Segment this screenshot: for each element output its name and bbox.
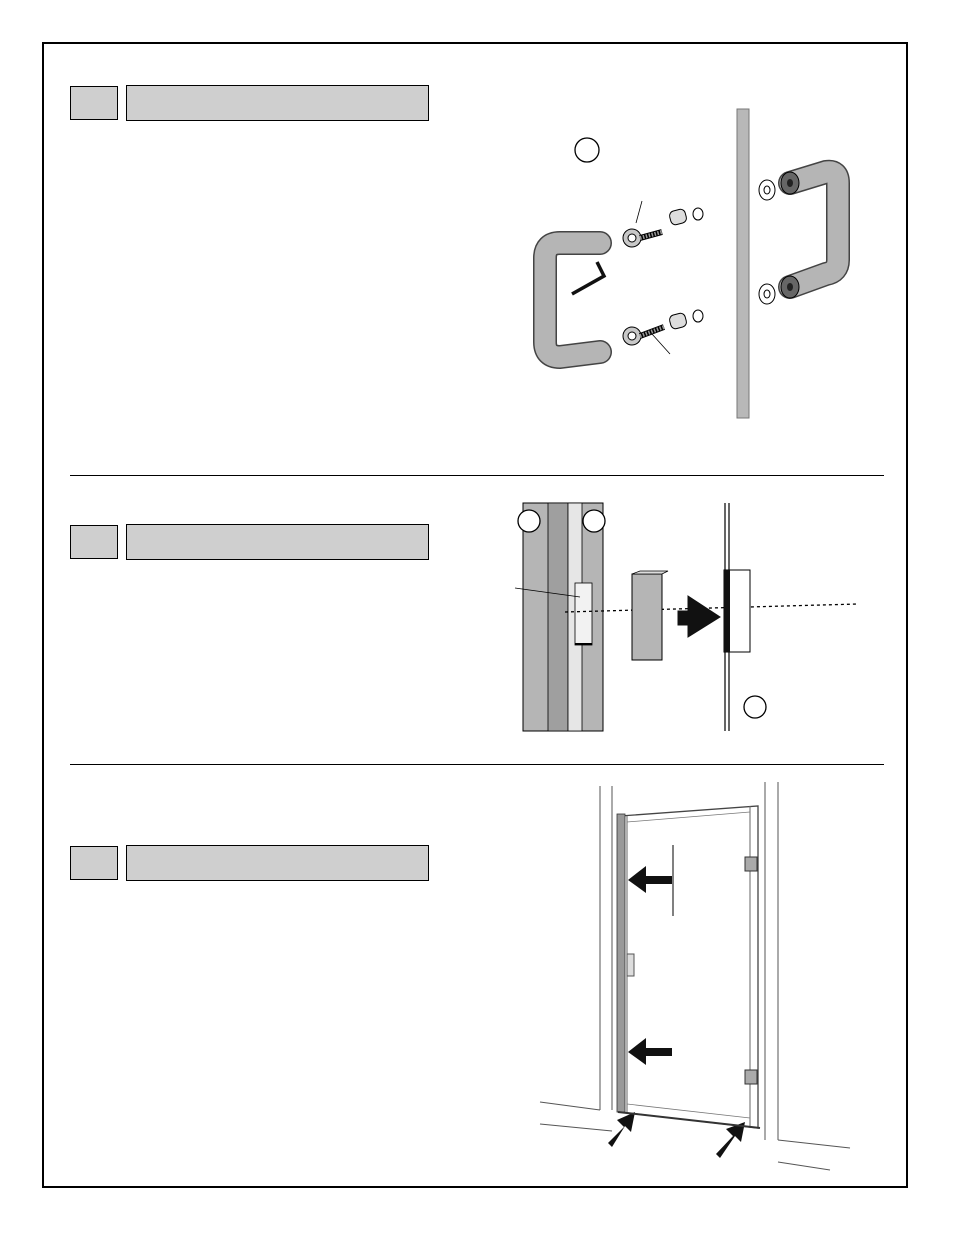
arrow-icon <box>678 596 720 637</box>
step-1-number-box <box>70 86 118 120</box>
step-3-number-box <box>70 846 118 880</box>
step-2-number-box <box>70 525 118 559</box>
magnet-strip <box>632 574 662 660</box>
lower-washer <box>759 284 775 304</box>
handle-installation-illustration <box>500 100 880 430</box>
lower-hinge <box>745 1070 757 1084</box>
door-handle <box>627 954 634 976</box>
step-2-title-box <box>126 524 429 560</box>
door-glass <box>620 806 758 1128</box>
upper-washer <box>759 180 775 200</box>
step-1-title-box <box>126 85 429 121</box>
callout-circle-icon <box>575 138 599 162</box>
glass-panel <box>737 109 749 418</box>
hinge-jamb <box>617 814 625 1112</box>
upper-hinge <box>745 857 757 871</box>
section-divider-1 <box>70 475 884 476</box>
lower-screw-assembly <box>623 310 703 354</box>
callout-circle-icon <box>518 510 540 532</box>
section-divider-2 <box>70 764 884 765</box>
arrow-icon <box>608 1112 635 1147</box>
callout-circle-icon <box>583 510 605 532</box>
arrow-icon <box>716 1122 745 1158</box>
step-3-title-box <box>126 845 429 881</box>
magnet-strip-illustration <box>505 500 865 735</box>
door-frame-illustration <box>530 780 860 1175</box>
callout-circle-icon <box>744 696 766 718</box>
allen-wrench-icon <box>572 262 604 294</box>
upper-screw-assembly <box>623 201 703 247</box>
